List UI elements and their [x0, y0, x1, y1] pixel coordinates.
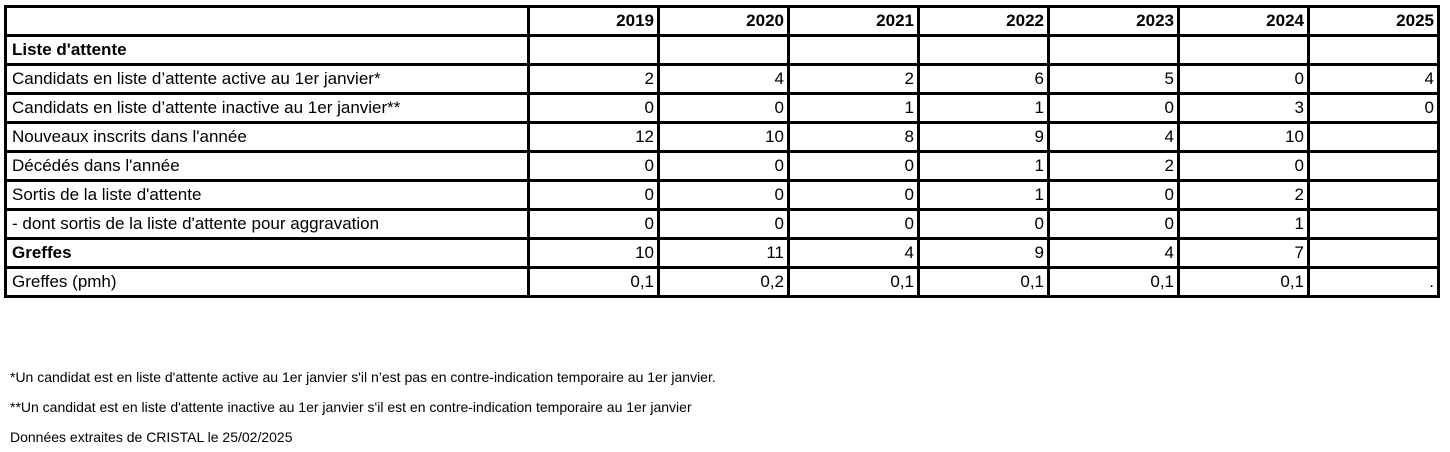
value-cell-2020	[659, 36, 789, 65]
row-label-greffes: Greffes	[6, 239, 529, 268]
footnotes	[10, 362, 716, 452]
table-row	[6, 181, 1439, 210]
value-cell-2021: 0	[789, 152, 919, 181]
value-cell-2020: 0	[659, 181, 789, 210]
value-cell-2025	[1309, 123, 1439, 152]
year-header-2020: 2020	[659, 7, 789, 36]
value-cell-2023: 0,1	[1049, 268, 1179, 297]
value-cell-2023	[1049, 36, 1179, 65]
value-cell-2025	[1309, 239, 1439, 268]
value-cell-2024: 10	[1179, 123, 1309, 152]
table-row	[6, 36, 1439, 65]
table-row	[6, 268, 1439, 297]
value-cell-2019: 2	[529, 65, 659, 94]
value-cell-2023: 0	[1049, 181, 1179, 210]
value-cell-2021: 0,1	[789, 268, 919, 297]
value-cell-2022: 9	[919, 239, 1049, 268]
value-cell-2022: 1	[919, 94, 1049, 123]
value-cell-2025	[1309, 152, 1439, 181]
value-cell-2019: 0	[529, 152, 659, 181]
value-cell-2025	[1309, 181, 1439, 210]
value-cell-2025: .	[1309, 268, 1439, 297]
value-cell-2025	[1309, 210, 1439, 239]
value-cell-2021: 4	[789, 239, 919, 268]
value-cell-2023: 0	[1049, 94, 1179, 123]
value-cell-2022: 6	[919, 65, 1049, 94]
table-row	[6, 123, 1439, 152]
table-row	[6, 94, 1439, 123]
row-label-nouveaux-inscrits-dans-l-annee: Nouveaux inscrits dans l'année	[6, 123, 529, 152]
row-label-candidats-en-liste-d-attente-active-au-1er-janvier: Candidats en liste d’attente active au 1er janvier*	[6, 65, 529, 94]
value-cell-2025: 4	[1309, 65, 1439, 94]
value-cell-2022	[919, 36, 1049, 65]
header-label-cell	[6, 7, 529, 36]
value-cell-2019	[529, 36, 659, 65]
value-cell-2020: 4	[659, 65, 789, 94]
value-cell-2021: 1	[789, 94, 919, 123]
value-cell-2019: 0	[529, 94, 659, 123]
value-cell-2023: 4	[1049, 239, 1179, 268]
value-cell-2019: 0	[529, 181, 659, 210]
row-label-greffes-pmh: Greffes (pmh)	[6, 268, 529, 297]
table-row	[6, 239, 1439, 268]
year-header-2022: 2022	[919, 7, 1049, 36]
value-cell-2022: 1	[919, 181, 1049, 210]
value-cell-2023: 4	[1049, 123, 1179, 152]
value-cell-2022: 9	[919, 123, 1049, 152]
value-cell-2021: 2	[789, 65, 919, 94]
data-source-note: Données extraites de CRISTAL le 25/02/2025	[10, 429, 293, 445]
table-row	[6, 65, 1439, 94]
value-cell-2019: 0,1	[529, 268, 659, 297]
value-cell-2020: 0	[659, 152, 789, 181]
year-header-2025: 2025	[1309, 7, 1439, 36]
waiting-list-table	[4, 5, 1440, 298]
footnote-active: *Un candidat est en liste d'attente active au 1er janvier s'il n’est pas en contre-indication temporaire au 1er janvier.	[10, 369, 716, 385]
row-label-decedes-dans-l-annee: Décédés dans l'année	[6, 152, 529, 181]
row-label-candidats-en-liste-d-attente-inactive-au-1er-janvier: Candidats en liste d’attente inactive au 1er janvier**	[6, 94, 529, 123]
value-cell-2024: 7	[1179, 239, 1309, 268]
year-header-2019: 2019	[529, 7, 659, 36]
table-row	[6, 210, 1439, 239]
value-cell-2025	[1309, 36, 1439, 65]
year-header-2021: 2021	[789, 7, 919, 36]
table-header-row	[6, 7, 1439, 36]
footnote-inactive: **Un candidat est en liste d'attente inactive au 1er janvier s'il est en contre-indication temporaire au 1er janvier	[10, 399, 692, 415]
value-cell-2020: 0	[659, 210, 789, 239]
table-row	[6, 152, 1439, 181]
year-header-2023: 2023	[1049, 7, 1179, 36]
value-cell-2023: 0	[1049, 210, 1179, 239]
value-cell-2020: 0	[659, 94, 789, 123]
value-cell-2020: 10	[659, 123, 789, 152]
value-cell-2019: 12	[529, 123, 659, 152]
value-cell-2024: 3	[1179, 94, 1309, 123]
value-cell-2024: 0	[1179, 152, 1309, 181]
value-cell-2024	[1179, 36, 1309, 65]
row-label-dont-sortis-de-la-liste-d-attente-pour-aggravation: - dont sortis de la liste d'attente pour aggravation	[6, 210, 529, 239]
value-cell-2020: 0,2	[659, 268, 789, 297]
value-cell-2021: 0	[789, 210, 919, 239]
value-cell-2023: 2	[1049, 152, 1179, 181]
value-cell-2024: 2	[1179, 181, 1309, 210]
value-cell-2024: 0	[1179, 65, 1309, 94]
value-cell-2022: 1	[919, 152, 1049, 181]
row-label-sortis-de-la-liste-d-attente: Sortis de la liste d'attente	[6, 181, 529, 210]
value-cell-2021	[789, 36, 919, 65]
year-header-2024: 2024	[1179, 7, 1309, 36]
value-cell-2021: 8	[789, 123, 919, 152]
value-cell-2021: 0	[789, 181, 919, 210]
value-cell-2020: 11	[659, 239, 789, 268]
row-label-liste-d-attente: Liste d'attente	[6, 36, 529, 65]
value-cell-2019: 0	[529, 210, 659, 239]
value-cell-2022: 0,1	[919, 268, 1049, 297]
value-cell-2023: 5	[1049, 65, 1179, 94]
value-cell-2024: 1	[1179, 210, 1309, 239]
value-cell-2019: 10	[529, 239, 659, 268]
value-cell-2025: 0	[1309, 94, 1439, 123]
value-cell-2022: 0	[919, 210, 1049, 239]
value-cell-2024: 0,1	[1179, 268, 1309, 297]
